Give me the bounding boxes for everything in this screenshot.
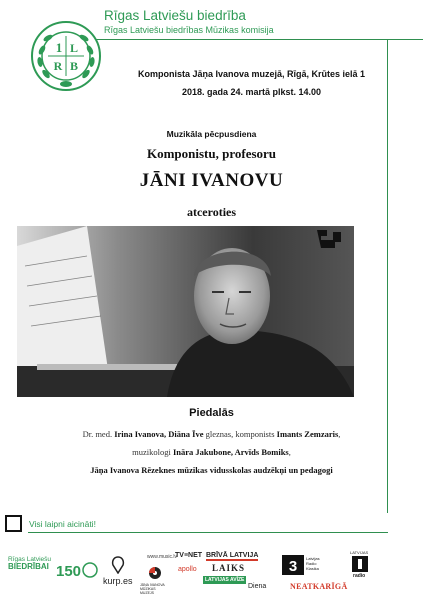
logo-text: NEATKARĪGĀ <box>290 582 348 591</box>
logo-text: LATVIJAS <box>350 550 369 555</box>
header-rule <box>80 39 423 40</box>
event-datetime: 2018. gada 24. martā plkst. 14.00 <box>181 87 322 97</box>
logo-text: Rīgas Latviešu <box>8 556 51 563</box>
wreath-crest-icon <box>30 20 102 92</box>
logo-text: kurp.es <box>103 576 133 586</box>
event-venue: Komponista Jāņa Ivanova muzejā, Rīgā, Krūtes ielā 1 <box>137 69 366 79</box>
participants-run: , <box>338 429 341 439</box>
event-title-name: JĀNI IVANOVU <box>139 170 284 191</box>
logo-text: TV≡NET <box>175 552 203 559</box>
participants-run: Jāņa Ivanova Rēzeknes mūzikas vidusskolas audzēkņi un pedagogi <box>90 465 333 475</box>
participants-run: , <box>288 447 291 457</box>
participants-line <box>0 429 423 439</box>
logo-text: radio <box>353 573 366 579</box>
logo-text: Latvijas <box>306 556 320 561</box>
logo-text: Radio <box>306 561 317 566</box>
checkbox[interactable] <box>5 515 22 532</box>
event-subtitle: Muzikāla pēcpusdiena <box>166 129 257 139</box>
logo-text: www.music.lv <box>147 554 178 560</box>
logo-text: Klasika <box>306 566 319 571</box>
logo-text: BIEDRĪBAI <box>8 562 49 571</box>
participants-run: muzikologi <box>132 447 173 457</box>
music-disc-icon <box>148 566 162 580</box>
crest-letter: B <box>69 59 79 73</box>
portrait-photo <box>17 226 354 397</box>
crest-letter: 1 <box>55 40 63 55</box>
svg-text:3: 3 <box>288 558 298 575</box>
kurp-pin-icon <box>111 556 125 574</box>
welcome-text: Visi laipni aicināti! <box>29 519 96 529</box>
logo-text: Diena <box>248 583 267 590</box>
participants-line <box>0 447 423 457</box>
participants-line <box>0 465 423 475</box>
rlb-anniversary-logo <box>8 556 51 570</box>
participants-run: gleznas, komponists <box>203 429 277 439</box>
logo-text: 150 <box>56 563 82 580</box>
footer-rule <box>28 532 388 533</box>
participants-run: Irina Ivanova, Diāna Īve <box>114 429 204 439</box>
participants-run: Ināra Jakubone, Arvīds Bomiks <box>173 447 289 457</box>
logo-text: LATVIJAS AVĪZE <box>205 577 245 583</box>
participants-run: Dr. med. <box>82 429 115 439</box>
event-title-line1: Komponistu, profesoru <box>146 146 277 161</box>
crest-letter: L <box>69 41 79 55</box>
frame-right-rule <box>387 40 388 513</box>
logo-text: apollo <box>178 566 197 573</box>
radio3-logo-icon <box>282 555 304 575</box>
organization-name: Rīgas Latviešu biedrība <box>104 8 246 23</box>
crest-letter: R <box>53 59 63 73</box>
wreath-small-icon <box>82 562 98 578</box>
participants-run: Imants Zemzaris <box>276 429 339 439</box>
commission-name: Rīgas Latviešu biedrības Mūzikas komisija <box>104 25 274 35</box>
latvijas-radio-icon <box>352 556 368 572</box>
event-title-line3: atceroties <box>186 205 237 219</box>
logo-text: BRĪVĀ LATVIJA <box>206 552 259 559</box>
radio3-label <box>306 556 320 571</box>
logo-text: LAIKS <box>212 563 246 573</box>
participants-heading: Piedalās <box>189 407 234 419</box>
logo-text: JĀŅA IVANOVA MŪZIKAS MUZEJS <box>140 583 165 595</box>
